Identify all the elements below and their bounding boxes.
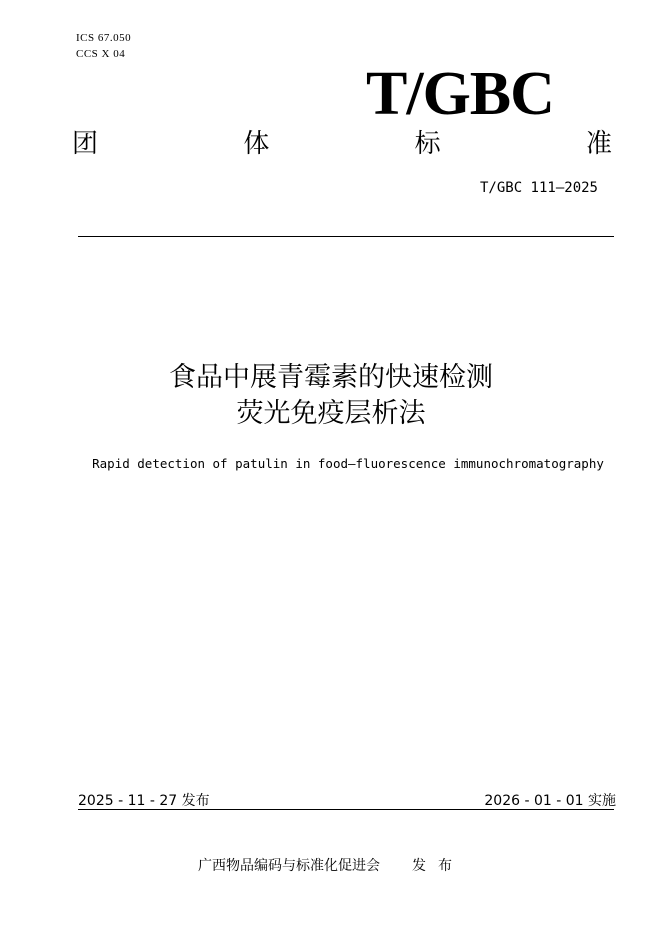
standard-logo: T/GBC [366, 60, 554, 128]
standard-type-char: 团 [72, 129, 99, 159]
issue-date: 2025 - 11 - 27 发布 [78, 793, 210, 809]
issuer-organization: 广西物品编码与标准化促进会 [198, 858, 380, 874]
issuer [0, 855, 662, 875]
footer-divider [78, 809, 614, 810]
issuer-action: 发布 [412, 858, 464, 874]
standard-type [72, 128, 612, 160]
header-divider [78, 236, 614, 237]
title-english: Rapid detection of patulin in food—fluorescence immunochromatography [92, 456, 604, 471]
title-line-1: 食品中展青霉素的快速检测 [169, 362, 493, 393]
document-number: T/GBC 111—2025 [479, 180, 598, 196]
standard-type-char: 准 [585, 129, 612, 159]
title-line-2: 荧光免疫层析法 [236, 398, 426, 429]
ccs-code: CCS X 04 [76, 48, 126, 60]
standard-type-char: 体 [243, 129, 270, 159]
implementation-date: 2026 - 01 - 01 实施 [484, 793, 616, 809]
title-chinese [0, 360, 662, 432]
ics-code: ICS 67.050 [76, 32, 132, 44]
standard-type-char: 标 [414, 129, 441, 159]
